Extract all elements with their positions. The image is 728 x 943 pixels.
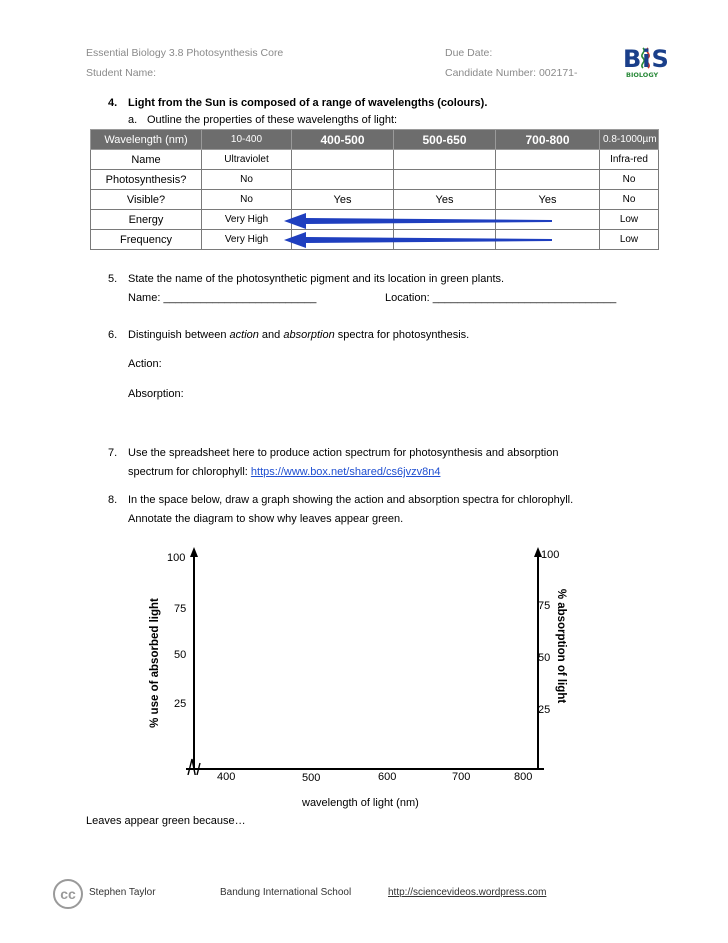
table-cell: [394, 150, 496, 170]
cc-text: cc: [60, 886, 76, 902]
table-cell: [496, 170, 600, 190]
table-cell: Low: [600, 230, 659, 250]
x-axis-label: wavelength of light (nm): [302, 797, 419, 809]
q5-location-line: Location: ______________________________: [385, 292, 617, 304]
left-axis-label: % use of absorbed light: [149, 598, 161, 728]
leaves-green-prompt: Leaves appear green because…: [86, 815, 246, 827]
footer-school: Bandung International School: [220, 887, 352, 898]
due-date-label: Due Date:: [445, 47, 493, 59]
table-cell: Name: [91, 150, 202, 170]
table-header-cell: 700-800: [496, 130, 600, 150]
table-cell: Visible?: [91, 190, 202, 210]
table-cell: [394, 170, 496, 190]
x-tick-500: 500: [302, 772, 321, 784]
table-cell: No: [600, 190, 659, 210]
q8-line2: Annotate the diagram to show why leaves appear green.: [128, 513, 404, 525]
q7-number: 7.: [108, 447, 118, 459]
frequency-arrow: [284, 231, 556, 249]
right-axis-label: % absorption of light: [555, 588, 567, 704]
table-header-cell: 10-400: [202, 130, 292, 150]
q6-number: 6.: [108, 329, 118, 341]
table-row: [91, 150, 659, 170]
table-header-cell: 400-500: [292, 130, 394, 150]
left-tick-100: 100: [167, 552, 186, 564]
logo-sub-text: BIOLOGY: [626, 71, 659, 79]
footer-author: Stephen Taylor: [89, 887, 156, 898]
table-header-cell: 500-650: [394, 130, 496, 150]
q5-name-line: Name: _________________________: [128, 292, 317, 304]
table-cell: Infra-red: [600, 150, 659, 170]
table-header-row: [91, 130, 659, 150]
q8-number: 8.: [108, 494, 118, 506]
q6-text: [128, 329, 469, 341]
table-cell: No: [202, 190, 292, 210]
q7-line2-text: spectrum for chlorophyll:: [128, 466, 251, 478]
bis-logo: [622, 44, 668, 84]
right-tick-100: 100: [541, 549, 560, 561]
table-row: [91, 170, 659, 190]
q8-line1: In the space below, draw a graph showing the action and absorption spectra for chlorophyll.: [128, 494, 574, 506]
blank-graph-axes: [130, 545, 590, 775]
table-cell: [292, 150, 394, 170]
table-cell: Very High: [202, 230, 292, 250]
q6-action-label: Action:: [128, 358, 162, 370]
q4a-text: Outline the properties of these wavelengths of light:: [147, 114, 398, 126]
table-cell: [292, 170, 394, 190]
q6-absorption-word: absorption: [283, 329, 335, 341]
q4-text: Light from the Sun is composed of a range of wavelengths (colours).: [128, 97, 488, 109]
table-cell: Ultraviolet: [202, 150, 292, 170]
course-title: Essential Biology 3.8 Photosynthesis Core: [86, 47, 284, 59]
right-tick-25: 25: [538, 704, 551, 716]
q5-number: 5.: [108, 273, 118, 285]
table-cell: Yes: [292, 190, 394, 210]
q7-line1: Use the spreadsheet here to produce action spectrum for photosynthesis and absorption: [128, 447, 559, 459]
q6-text-mid: and: [258, 329, 284, 341]
table-header-cell: Wavelength (nm): [91, 130, 202, 150]
right-tick-50: 50: [538, 652, 551, 664]
table-cell: Energy: [91, 210, 202, 230]
q7-line2: [128, 466, 440, 478]
table-cell: Yes: [496, 190, 600, 210]
q5-text: State the name of the photosynthetic pigment and its location in green plants.: [128, 273, 505, 285]
logo-main-text: BiS: [623, 45, 670, 73]
x-tick-800: 800: [514, 771, 533, 783]
q4a-letter: a.: [128, 114, 138, 126]
candidate-number-label: Candidate Number: 002171-: [445, 67, 578, 79]
right-tick-75: 75: [538, 600, 551, 612]
left-tick-75: 75: [174, 603, 187, 615]
table-header-cell: 0.8-1000µm: [600, 130, 659, 150]
left-tick-50: 50: [174, 649, 187, 661]
table-cell: No: [202, 170, 292, 190]
q4-number: 4.: [108, 97, 118, 109]
table-cell: [496, 150, 600, 170]
left-tick-25: 25: [174, 698, 187, 710]
x-tick-600: 600: [378, 771, 397, 783]
table-cell: Frequency: [91, 230, 202, 250]
x-tick-400: 400: [217, 771, 236, 783]
table-row: [91, 190, 659, 210]
table-cell: Yes: [394, 190, 496, 210]
energy-arrow: [284, 212, 556, 230]
q6-absorption-label: Absorption:: [128, 388, 184, 400]
x-tick-700: 700: [452, 771, 471, 783]
spreadsheet-link[interactable]: https://www.box.net/shared/cs6jvzv8n4: [250, 466, 441, 478]
footer-url-link[interactable]: http://sciencevideos.wordpress.com: [388, 887, 547, 898]
table-cell: Photosynthesis?: [91, 170, 202, 190]
student-name-label: Student Name:: [86, 67, 157, 79]
q6-text-after: spectra for photosynthesis.: [334, 329, 470, 341]
table-cell: No: [600, 170, 659, 190]
creative-commons-icon: [53, 879, 83, 909]
q6-action-word: action: [229, 329, 259, 341]
footer-url: [388, 887, 546, 898]
table-cell: Very High: [202, 210, 292, 230]
table-cell: Low: [600, 210, 659, 230]
q6-text-before: Distinguish between: [128, 329, 230, 341]
